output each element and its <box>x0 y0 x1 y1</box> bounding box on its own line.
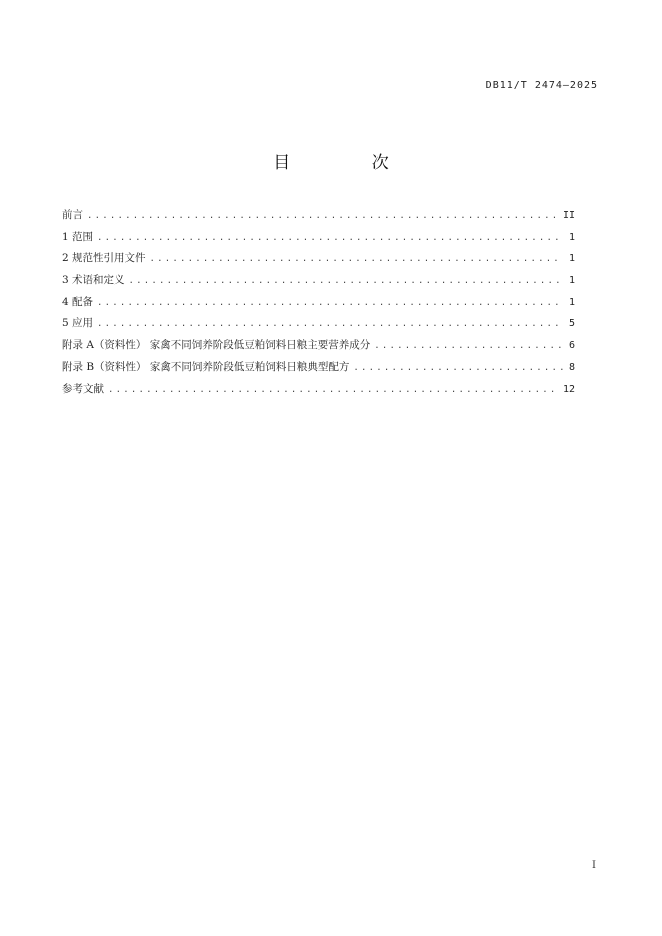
toc-entry-page: 1 <box>568 231 575 243</box>
toc-entry-formulation[interactable] <box>62 295 575 317</box>
toc-entry-page: II <box>562 210 575 221</box>
toc-entry-appendix-a[interactable] <box>62 338 575 360</box>
toc-leader-dots <box>108 383 559 397</box>
toc-entry-page: 1 <box>568 296 575 308</box>
toc-entry-label: 附录 B（资料性） 家禽不同饲养阶段低豆粕饲料日粮典型配方 <box>62 360 350 373</box>
toc-leader-dots <box>87 209 559 223</box>
toc-leader-dots <box>97 231 563 245</box>
toc-entry-appendix-b[interactable] <box>62 360 575 382</box>
toc-entry-label: 3 术语和定义 <box>62 274 125 287</box>
toc-entry-page: 1 <box>568 275 575 287</box>
toc-leader-dots <box>150 252 563 266</box>
toc-entry-page: 8 <box>568 361 575 373</box>
toc-entry-label: 5 应用 <box>62 317 94 330</box>
standard-code: DB11/T 2474—2025 <box>485 80 598 91</box>
page-number: I <box>592 860 596 871</box>
toc-entry-page: 1 <box>568 253 575 265</box>
toc-leader-dots <box>374 339 563 353</box>
toc-leader-dots <box>97 296 563 310</box>
toc-entry-label: 4 配备 <box>62 295 94 308</box>
toc-entry-label: 参考文献 <box>62 382 104 395</box>
toc-leader-dots <box>97 317 563 331</box>
toc-entry-label: 前言 <box>62 209 83 221</box>
toc-entry-page: 5 <box>568 318 575 330</box>
table-of-contents <box>62 208 575 403</box>
toc-leader-dots <box>353 361 563 375</box>
toc-entry-scope[interactable] <box>62 230 575 252</box>
toc-entry-label: 附录 A（资料性） 家禽不同饲养阶段低豆粕饲料日粮主要营养成分 <box>62 339 371 352</box>
toc-entry-label: 2 规范性引用文件 <box>62 252 146 265</box>
toc-leader-dots <box>129 274 563 288</box>
toc-entry-page: 6 <box>568 340 575 352</box>
page-title: 目 次 <box>273 153 427 173</box>
toc-entry-normative-references[interactable] <box>62 251 575 273</box>
toc-entry-label: 1 范围 <box>62 230 94 243</box>
toc-entry-application[interactable] <box>62 316 575 338</box>
toc-entry-page: 12 <box>562 383 575 395</box>
toc-entry-foreword[interactable] <box>62 208 575 230</box>
toc-entry-bibliography[interactable] <box>62 382 575 404</box>
toc-entry-terms-definitions[interactable] <box>62 273 575 295</box>
